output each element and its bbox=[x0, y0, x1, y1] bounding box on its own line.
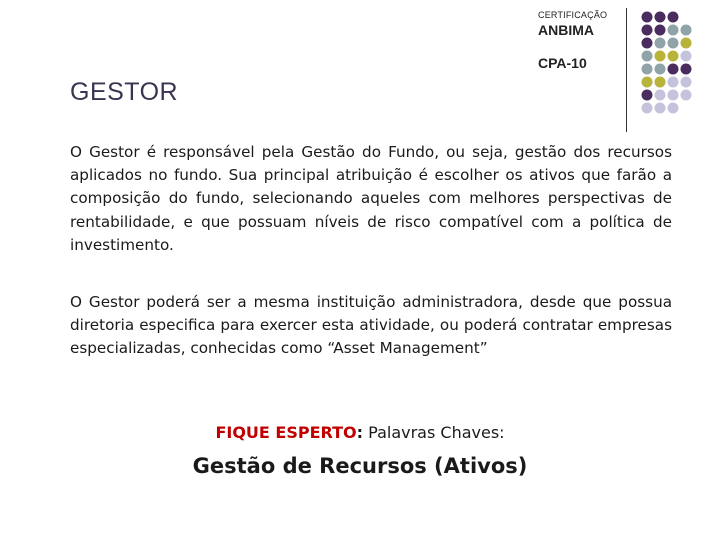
decorative-dot bbox=[642, 51, 653, 62]
decorative-dot bbox=[668, 64, 679, 75]
decorative-dot bbox=[668, 77, 679, 88]
decorative-dot bbox=[681, 25, 692, 36]
decorative-dot bbox=[668, 103, 679, 114]
decorative-dot bbox=[668, 25, 679, 36]
organization-name: ANBIMA bbox=[538, 22, 594, 38]
decorative-dot bbox=[642, 38, 653, 49]
tip-text: Palavras Chaves: bbox=[363, 423, 505, 442]
certification-label: CERTIFICAÇÃO bbox=[538, 10, 608, 20]
decorative-dot bbox=[655, 38, 666, 49]
decorative-dot-grid bbox=[640, 10, 720, 120]
decorative-dot bbox=[668, 12, 679, 23]
paragraph-gestor-institution: O Gestor poderá ser a mesma instituição administradora, desde que possua diretoria especifica para exercer esta atividade, ou poderá contratar empresas especializadas, conhecidas como “Asset Management” bbox=[70, 293, 672, 358]
keywords-heading: Gestão de Recursos (Ativos) bbox=[192, 454, 528, 478]
decorative-dot bbox=[681, 64, 692, 75]
decorative-dot bbox=[655, 90, 666, 101]
decorative-dot bbox=[655, 12, 666, 23]
tip-label: FIQUE ESPERTO bbox=[215, 423, 357, 442]
decorative-dot bbox=[681, 51, 692, 62]
paragraph-gestor-role: O Gestor é responsável pela Gestão do Fundo, ou seja, gestão dos recursos aplicados no fundo. Sua principal atribuição é escolher os ativos que farão a composição do fundo, selecionando aqueles com melhores perspectivas de rentabilidade, e que possuam níveis de risco compatível com a política de investimento. bbox=[70, 143, 672, 254]
decorative-dot bbox=[642, 25, 653, 36]
decorative-dot bbox=[655, 103, 666, 114]
decorative-dot bbox=[642, 64, 653, 75]
decorative-dot bbox=[655, 51, 666, 62]
decorative-dot bbox=[668, 51, 679, 62]
decorative-dot bbox=[655, 77, 666, 88]
decorative-dot bbox=[642, 77, 653, 88]
header-divider bbox=[626, 8, 627, 132]
decorative-dot bbox=[655, 64, 666, 75]
decorative-dot bbox=[681, 90, 692, 101]
decorative-dot bbox=[642, 12, 653, 23]
slide-title: GESTOR bbox=[70, 78, 179, 106]
tip-colon: : bbox=[356, 423, 364, 442]
tip-line bbox=[0, 423, 720, 442]
decorative-dot bbox=[668, 90, 679, 101]
certification-code: CPA-10 bbox=[538, 55, 587, 71]
decorative-dot bbox=[642, 90, 653, 101]
decorative-dot bbox=[668, 38, 679, 49]
decorative-dot bbox=[681, 38, 692, 49]
decorative-dot bbox=[681, 77, 692, 88]
decorative-dot bbox=[655, 25, 666, 36]
decorative-dot bbox=[642, 103, 653, 114]
